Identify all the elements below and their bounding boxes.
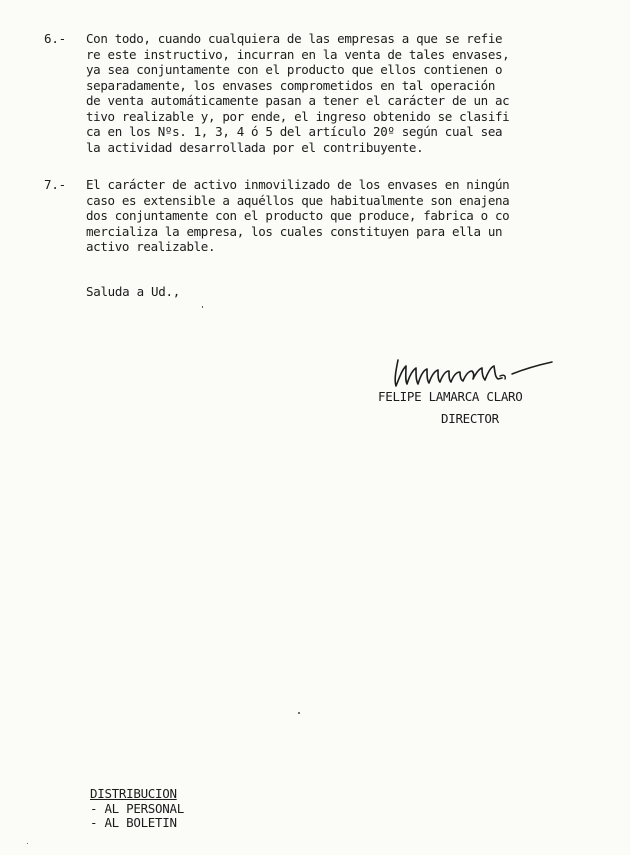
distribution-heading: DISTRIBUCION [90, 786, 177, 801]
text-line: re este instructivo, incurran en la venta de tales envases, [86, 46, 510, 62]
text-line: la actividad desarrollada por el contribuyente. [86, 139, 424, 155]
scan-speck [202, 306, 203, 308]
text-line: separadamente, los envases comprometidos en tal operación [86, 77, 496, 93]
distribution-item: - AL PERSONAL [90, 800, 184, 816]
text-line: ya sea conjuntamente con el producto que ellos contienen o [86, 62, 503, 77]
distribution-block [90, 787, 184, 831]
scan-speck [298, 712, 300, 714]
text-line: tivo realizable y, por ende, el ingreso obtenido se clasifi [86, 108, 510, 124]
text-line: ca en los Nºs. 1, 3, 4 ó 5 del artículo 20º según cual sea [86, 124, 503, 139]
text-line: Con todo, cuando cualquiera de las empresas a que se refie [86, 31, 503, 46]
text-line: de venta automáticamente pasan a tener el carácter de un ac [86, 93, 510, 108]
text-line: caso es extensible a aquéllos que habitualmente son enajena [86, 192, 510, 208]
text-line: El carácter de activo inmovilizado de los envases en ningún [86, 177, 510, 192]
handwritten-signature [392, 352, 562, 392]
distribution-item: - AL BOLETIN [90, 815, 177, 830]
text-line: dos conjuntamente con el producto que produce, fabrica o co [86, 208, 510, 223]
text-line: mercializa la empresa, los cuales constituyen para ella un [86, 223, 503, 239]
paragraph-7-number: 7.- [44, 177, 66, 192]
paragraph-6-text [86, 31, 611, 155]
closing-salutation: Saluda a Ud., [86, 284, 180, 299]
scan-speck [27, 843, 28, 844]
paragraph-7-text [86, 177, 611, 255]
text-line: activo realizable. [86, 239, 216, 254]
paragraph-6-number: 6.- [44, 31, 66, 46]
signatory-name: FELIPE LAMARCA CLARO [378, 389, 523, 404]
signatory-title: DIRECTOR [441, 411, 499, 426]
